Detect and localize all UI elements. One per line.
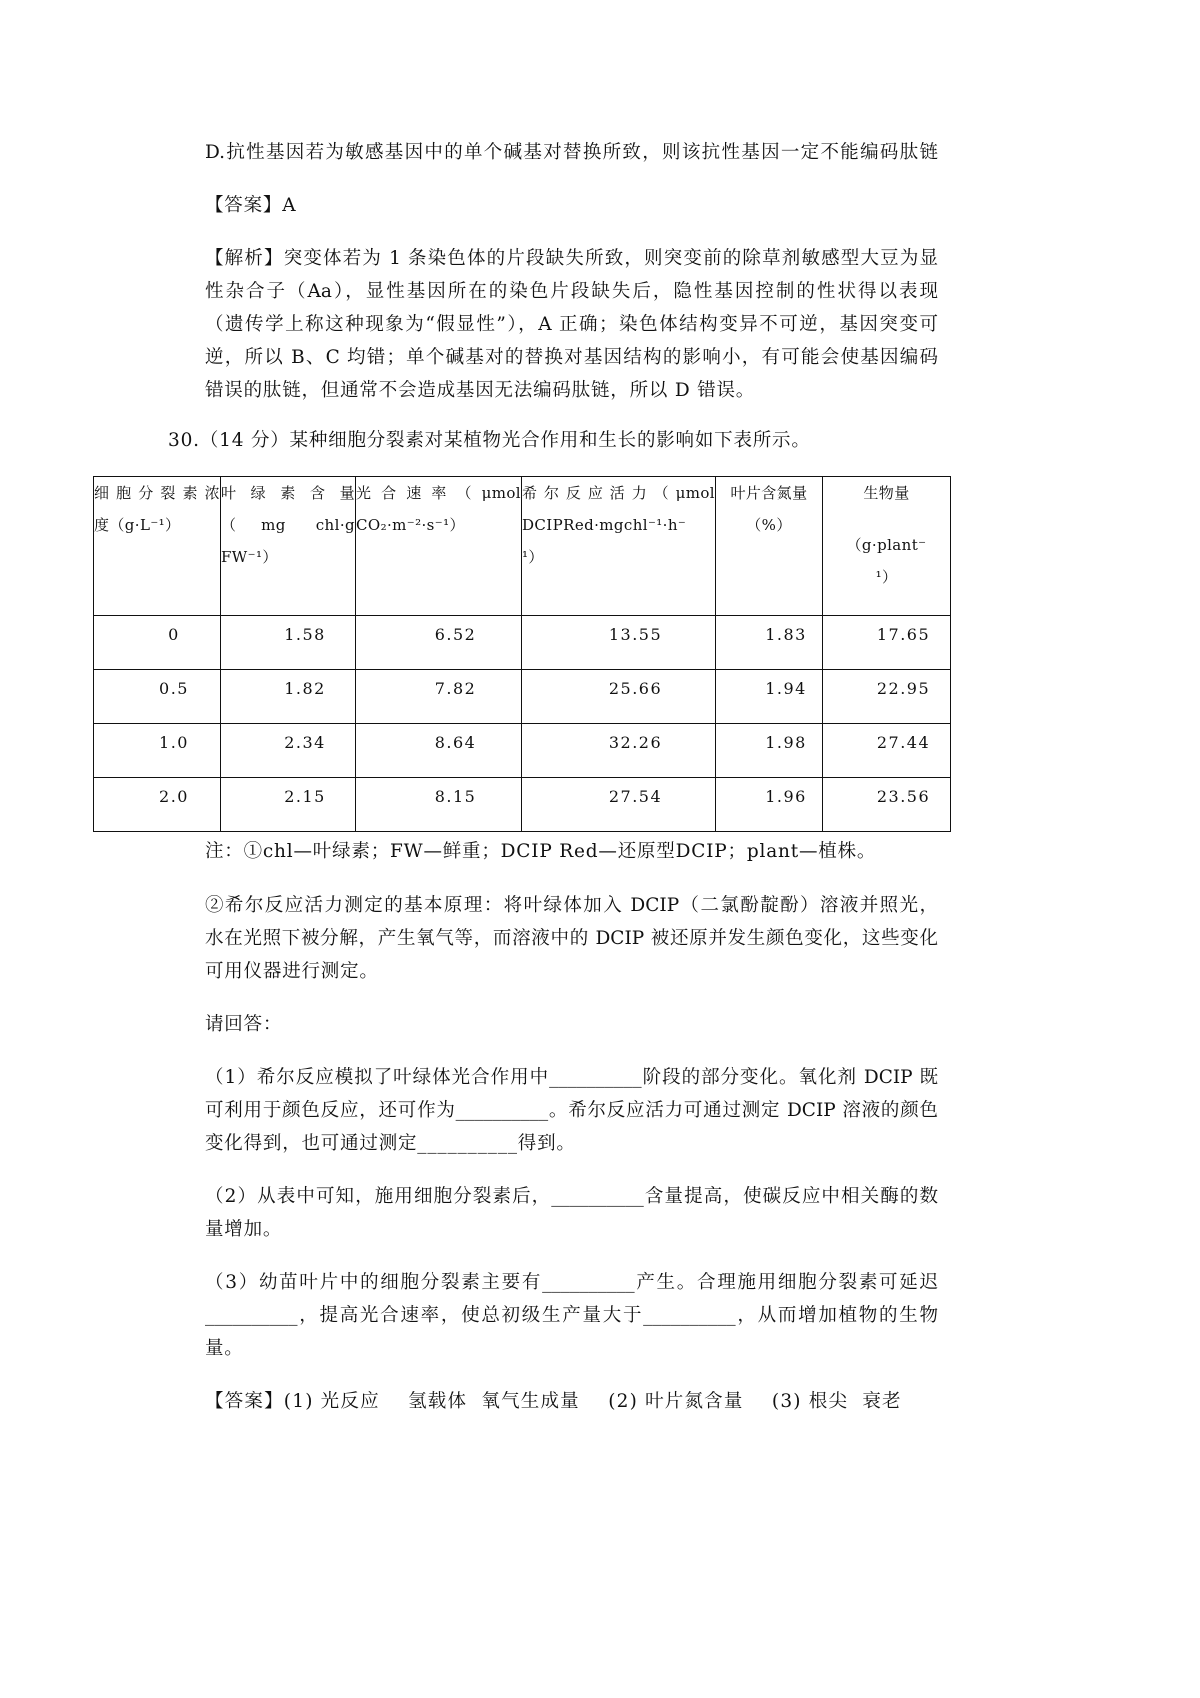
table-note-1-text: 注：①chl—叶绿素；FW—鲜重；DCIP Red—还原型DCIP；plant—植株。 — [205, 841, 877, 862]
cell-leaf-nitrogen: 1.94 — [716, 670, 823, 724]
question-30-stem — [168, 424, 938, 457]
table-row — [94, 616, 951, 670]
cell-biomass: 23.56 — [823, 778, 951, 832]
header-line: DCIPRed·mgchl⁻¹·h⁻ — [522, 516, 687, 534]
sub-question-3 — [205, 1266, 938, 1365]
analysis-line: 【解析】突变体若为 1 条染色体的片段缺失所致，则突变前的除草剂敏感型大豆为显 — [205, 248, 938, 269]
header-line: ¹） — [875, 568, 898, 586]
header-line: 光合速率（μmol — [356, 484, 521, 502]
cell-chlorophyll: 2.15 — [221, 778, 356, 832]
header-line: 细胞分裂素浓 — [94, 484, 220, 502]
cell-photosynthetic-rate: 8.15 — [356, 778, 522, 832]
cell-photosynthetic-rate: 6.52 — [356, 616, 522, 670]
sub-question-2-line: 量增加。 — [205, 1219, 283, 1240]
sub-question-1-line: 可利用于颜色反应，还可作为__________。希尔反应活力可通过测定 DCIP 溶液的颜色 — [205, 1100, 938, 1121]
cell-biomass: 17.65 — [823, 616, 951, 670]
cell-concentration: 2.0 — [94, 778, 221, 832]
table-row — [94, 724, 951, 778]
sub-question-2 — [205, 1180, 938, 1246]
cell-leaf-nitrogen: 1.96 — [716, 778, 823, 832]
sub-question-3-line: __________，提高光合速率，使总初级生产量大于__________，从而增加植物的生物 — [205, 1305, 938, 1326]
header-line: （%） — [746, 516, 792, 534]
sub-question-1 — [205, 1061, 938, 1160]
header-line: CO₂·m⁻²·s⁻¹） — [356, 516, 465, 534]
data-table — [93, 476, 951, 832]
cell-hill-activity: 13.55 — [522, 616, 716, 670]
answer-prompt — [205, 1008, 938, 1041]
header-photosynthetic-rate — [356, 477, 522, 616]
header-line: 生物量 — [863, 484, 910, 502]
question-30-answer-text: 【答案】(1) 光反应 氢载体 氧气生成量 (2) 叶片氮含量 (3) 根尖 衰老 — [205, 1391, 902, 1412]
table-note-2-line: ②希尔反应活力测定的基本原理：将叶绿体加入 DCIP（二氯酚靛酚）溶液并照光， — [205, 895, 938, 916]
question-30-stem-text: 30.（14 分）某种细胞分裂素对某植物光合作用和生长的影响如下表所示。 — [168, 430, 811, 451]
table-row — [94, 778, 951, 832]
sub-question-3-line: （3）幼苗叶片中的细胞分裂素主要有__________产生。合理施用细胞分裂素可延迟 — [205, 1272, 938, 1293]
answer-prompt-text: 请回答： — [205, 1014, 283, 1035]
table-note-2 — [205, 889, 938, 988]
cell-chlorophyll: 1.58 — [221, 616, 356, 670]
header-chlorophyll-content — [221, 477, 356, 616]
cell-hill-activity: 27.54 — [522, 778, 716, 832]
cell-photosynthetic-rate: 8.64 — [356, 724, 522, 778]
header-line: 叶绿素含量 — [221, 484, 355, 502]
analysis-line: 逆，所以 B、C 均错；单个碱基对的替换对基因结构的影响小，有可能会使基因编码 — [205, 347, 938, 368]
header-line: 希尔反应活力（μmol — [522, 484, 715, 502]
analysis-paragraph — [205, 242, 938, 407]
cell-concentration: 1.0 — [94, 724, 221, 778]
option-d — [205, 136, 938, 169]
header-line: （mg chl·g — [221, 516, 355, 534]
analysis-line: 性杂合子（Aa），显性基因所在的染色片段缺失后，隐性基因控制的性状得以表现 — [205, 281, 938, 302]
analysis-line: 错误的肽链，但通常不会造成基因无法编码肽链，所以 D 错误。 — [205, 380, 756, 401]
table-row — [94, 670, 951, 724]
question-30-answer — [205, 1385, 938, 1418]
table-note-2-line: 可用仪器进行测定。 — [205, 961, 379, 982]
header-line: 度（g·L⁻¹） — [94, 516, 181, 534]
analysis-line: （遗传学上称这种现象为“假显性”），A 正确；染色体结构变异不可逆，基因突变可 — [205, 314, 938, 335]
header-line: （g·plant⁻ — [846, 536, 927, 554]
sub-question-1-line: （1）希尔反应模拟了叶绿体光合作用中__________阶段的部分变化。氧化剂 DCIP 既 — [205, 1067, 938, 1088]
cell-concentration: 0.5 — [94, 670, 221, 724]
sub-question-3-line: 量。 — [205, 1338, 244, 1359]
sub-question-1-line: 变化得到，也可通过测定__________得到。 — [205, 1133, 576, 1154]
cell-biomass: 22.95 — [823, 670, 951, 724]
cell-leaf-nitrogen: 1.98 — [716, 724, 823, 778]
table-note-1 — [205, 835, 938, 868]
previous-answer-text: 【答案】A — [205, 195, 297, 216]
table-header-row — [94, 477, 951, 616]
header-leaf-nitrogen — [716, 477, 823, 616]
header-cytokinin-concentration — [94, 477, 221, 616]
cell-leaf-nitrogen: 1.83 — [716, 616, 823, 670]
sub-question-2-line: （2）从表中可知，施用细胞分裂素后，__________含量提高，使碳反应中相关酶的数 — [205, 1186, 938, 1207]
header-line: ¹） — [522, 548, 544, 566]
cell-chlorophyll: 1.82 — [221, 670, 356, 724]
header-hill-reaction-activity — [522, 477, 716, 616]
cell-photosynthetic-rate: 7.82 — [356, 670, 522, 724]
cell-biomass: 27.44 — [823, 724, 951, 778]
cell-hill-activity: 32.26 — [522, 724, 716, 778]
cell-hill-activity: 25.66 — [522, 670, 716, 724]
header-line: FW⁻¹） — [221, 548, 278, 566]
header-biomass — [823, 477, 951, 616]
option-d-text: D.抗性基因若为敏感基因中的单个碱基对替换所致，则该抗性基因一定不能编码肽链 — [205, 142, 938, 163]
previous-answer — [205, 189, 938, 222]
cell-chlorophyll: 2.34 — [221, 724, 356, 778]
table-note-2-line: 水在光照下被分解，产生氧气等，而溶液中的 DCIP 被还原并发生颜色变化，这些变化 — [205, 928, 938, 949]
header-line: 叶片含氮量 — [730, 484, 808, 502]
cell-concentration: 0 — [94, 616, 221, 670]
